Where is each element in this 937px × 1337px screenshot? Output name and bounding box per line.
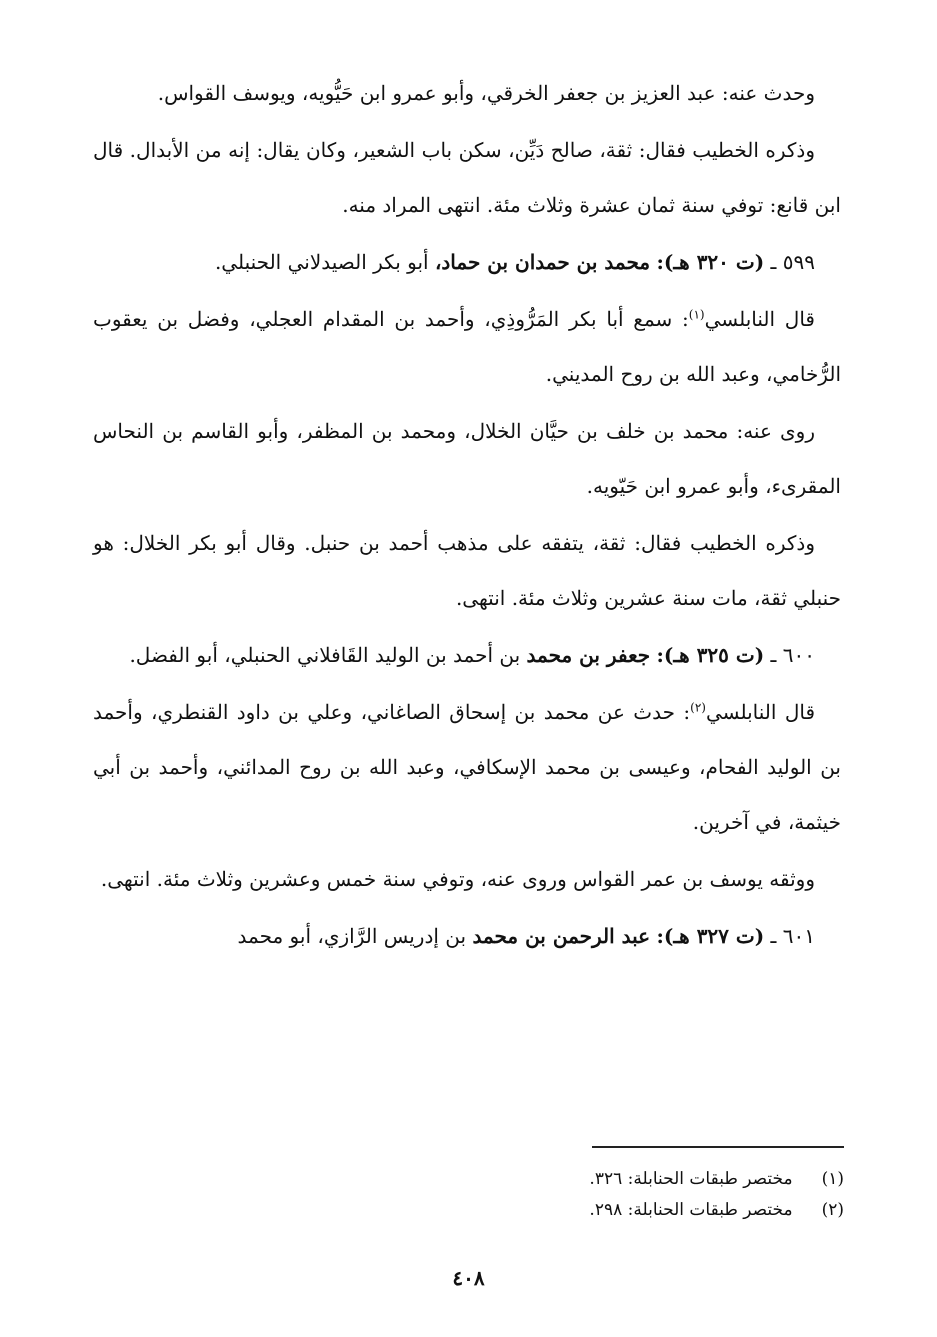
footnote-ref-2[interactable]: (٢) — [690, 700, 706, 715]
footnote-2 — [96, 1195, 844, 1226]
paragraph-nabulsi-1 — [93, 292, 841, 402]
footnote-text: مختصر طبقات الحنابلة: ٢٩٨. — [589, 1200, 793, 1220]
paragraph-text: وذكره الخطيب فقال: ثقة، يتفقه على مذهب أحمد بن حنبل. وقال أبو بكر الخلال: هو حنبلي ثقة، مات سنة عشرين وثلاث مئة. انتهى. — [93, 531, 841, 610]
entry-600-heading — [93, 628, 841, 683]
paragraph-nabulsi-2 — [93, 685, 841, 850]
entry-name: عبد الرحمن بن محمد — [472, 924, 651, 948]
entry-name: جعفر بن محمد — [526, 643, 651, 667]
footnote-1 — [96, 1164, 844, 1195]
entry-death-date: (ت ٣٢٠ هـ): — [656, 250, 765, 274]
entry-rest: أبو بكر الصيدلاني الحنبلي. — [214, 250, 429, 274]
paragraph-text: وحدث عنه: عبد العزيز بن جعفر الخرقي، وأبو عمرو ابن حَيُّويه، ويوسف القواس. — [157, 81, 815, 105]
footnote-ref-1[interactable]: (١) — [688, 307, 705, 322]
paragraph-lead: قال النابلسي — [704, 307, 815, 331]
entry-name: محمد بن حمدان بن حماد، — [434, 250, 651, 274]
paragraph-text: وذكره الخطيب فقال: ثقة، صالح دَيِّن، سكن باب الشعير، وكان يقال: إنه من الأبدال. قال ابن قانع: توفي سنة ثمان عشرة وثلاث مئة. انتهى المراد منه. — [93, 138, 841, 217]
entry-rest: بن أحمد بن الوليد القَافلاني الحنبلي، أبو الفضل. — [129, 643, 521, 667]
paragraph-text: ووثقه يوسف بن عمر القواس وروى عنه، وتوفي سنة خمس وعشرين وثلاث مئة. انتهى. — [100, 867, 815, 891]
entry-number: ٦٠١ ـ — [770, 924, 815, 948]
paragraph-text: : سمع أبا بكر المَرُّوذِي، وأحمد بن المقدام العجلي، وفضل بن يعقوب الرُّخامي، وعبد الله بن روح المديني. — [93, 307, 841, 386]
footnotes — [96, 1164, 844, 1226]
entry-death-date: (ت ٣٢٥ هـ): — [656, 643, 765, 667]
footnote-number: (١) — [821, 1169, 844, 1189]
paragraph-text: روى عنه: محمد بن خلف بن حيَّان الخلال، ومحمد بن المظفر، وأبو القاسم بن النحاس المقرىء، وأبو عمرو ابن حَيّويه. — [93, 419, 841, 498]
paragraph-text: : حدث عن محمد بن إسحاق الصاغاني، وعلي بن داود القنطري، وأحمد بن الوليد الفحام، وعيسى بن محمد الإسكافي، وعبد الله بن روح المدائني، وأحمد بن أبي خيثمة، في آخرين. — [93, 700, 841, 834]
page-number: ٤٠٨ — [452, 1266, 485, 1290]
paragraph-lead: قال النابلسي — [705, 700, 815, 724]
footnote-text: مختصر طبقات الحنابلة: ٣٢٦. — [589, 1169, 793, 1189]
entry-death-date: (ت ٣٢٧ هـ): — [656, 924, 765, 948]
footnote-number: (٢) — [821, 1200, 844, 1220]
entry-number: ٦٠٠ ـ — [770, 643, 815, 667]
entry-rest: بن إدريس الرَّازي، أبو محمد — [237, 924, 467, 948]
main-text — [93, 66, 841, 966]
paragraph-narrated-by — [93, 404, 841, 514]
entry-number: ٥٩٩ ـ — [770, 250, 815, 274]
entry-601-heading — [93, 909, 841, 964]
paragraph-narrators — [93, 66, 841, 121]
paragraph-khatib-note — [93, 123, 841, 233]
paragraph-khatib-note-2 — [93, 516, 841, 626]
footnote-divider — [592, 1146, 844, 1148]
entry-599-heading — [93, 235, 841, 290]
paragraph-tawthiq — [93, 852, 841, 907]
